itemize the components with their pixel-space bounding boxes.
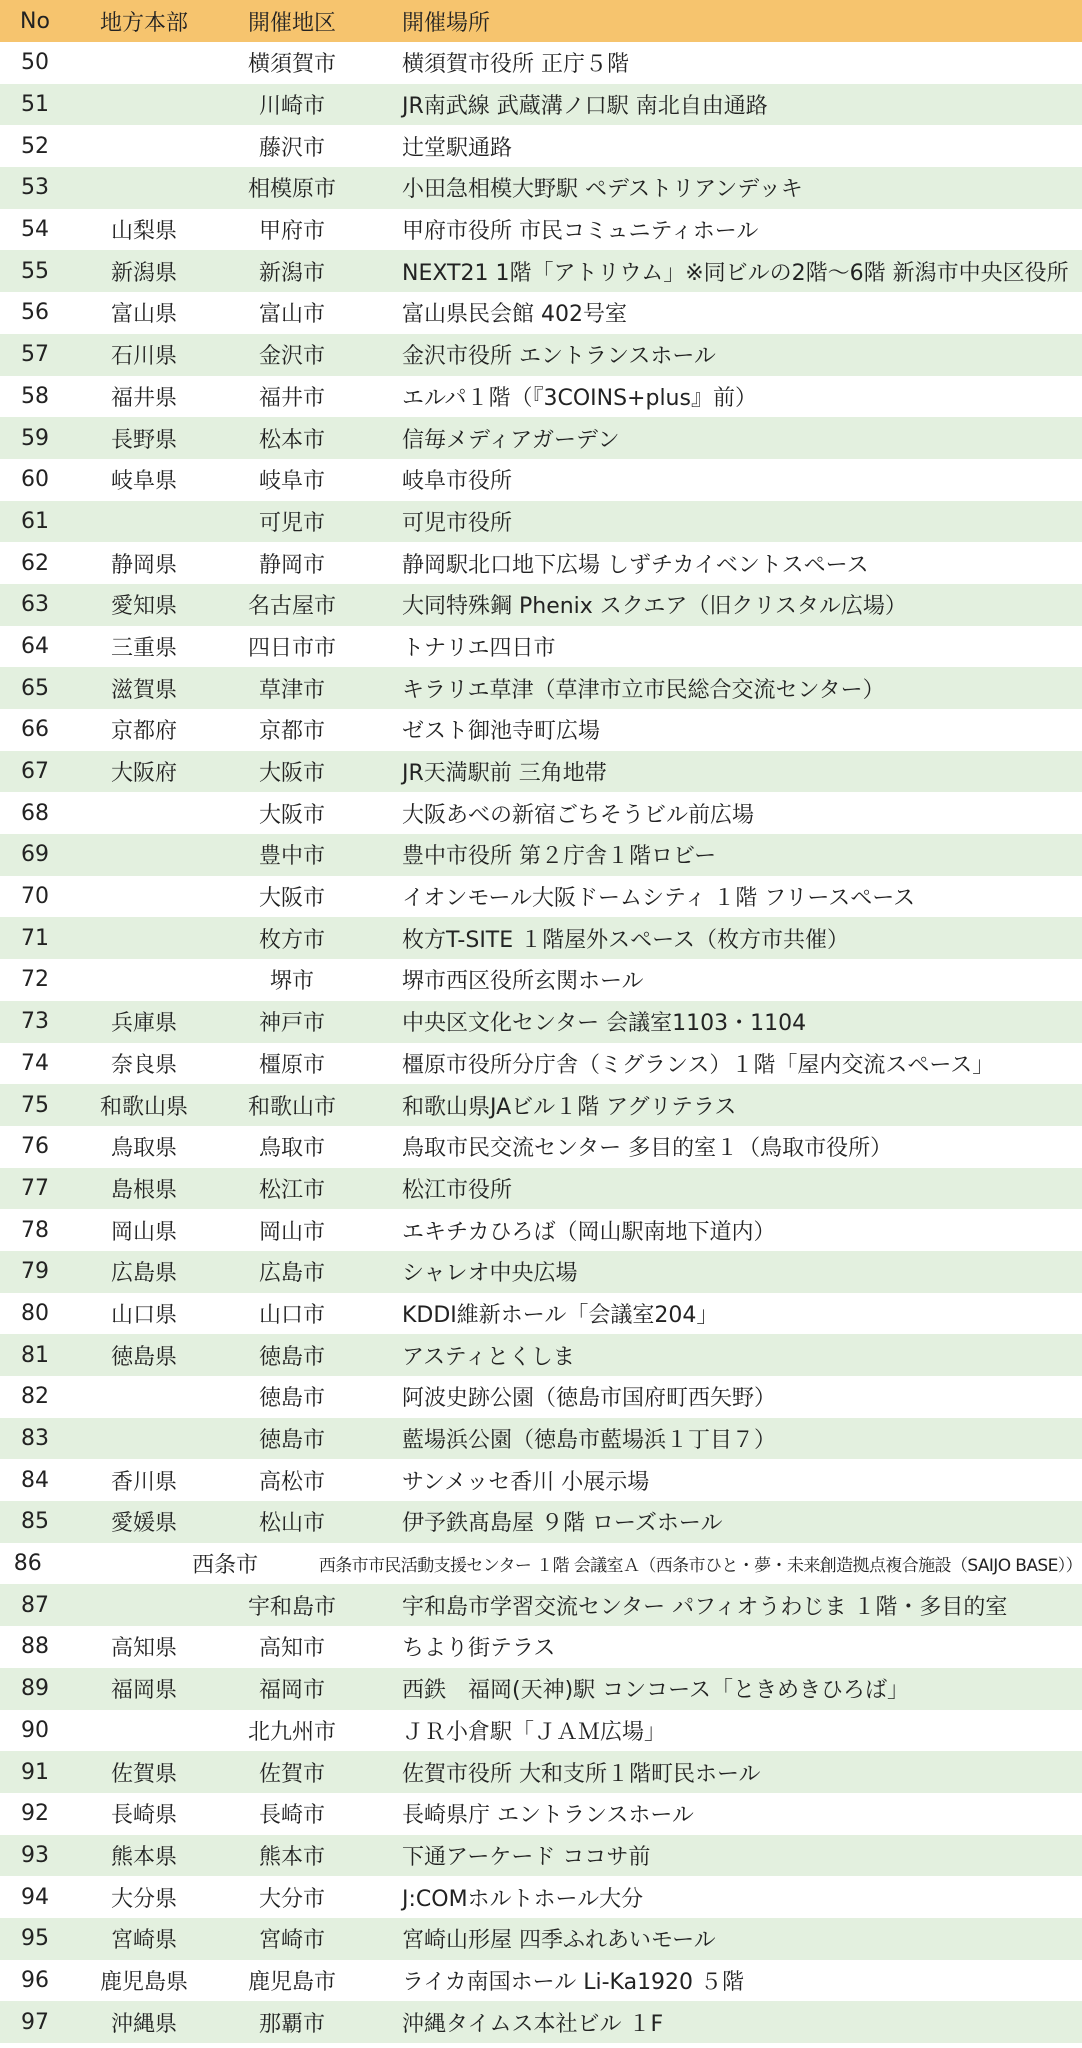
row-city: 川崎市 bbox=[258, 94, 325, 120]
row-venue: NEXT21 1階「アトリウム」※同ビルの2階～6階 新潟市中央区役所 bbox=[402, 260, 1069, 286]
row-venue: ＪＲ小倉駅「ＪＡＭ広場」 bbox=[402, 1719, 667, 1745]
table-row bbox=[0, 1209, 1082, 1251]
row-no: 68 bbox=[21, 800, 49, 826]
row-region: 大分県 bbox=[110, 1886, 177, 1912]
row-region: 高知県 bbox=[110, 1636, 177, 1662]
row-city: 橿原市 bbox=[258, 1052, 325, 1078]
table-row bbox=[0, 42, 1082, 84]
row-city: 岡山市 bbox=[258, 1219, 325, 1245]
row-city: 福井市 bbox=[258, 385, 325, 411]
table-row bbox=[0, 1501, 1082, 1543]
row-no: 71 bbox=[21, 925, 49, 951]
row-no: 51 bbox=[21, 92, 49, 118]
row-no: 63 bbox=[21, 592, 49, 618]
table-row bbox=[0, 417, 1082, 459]
row-no: 73 bbox=[21, 1009, 49, 1035]
row-region: 石川県 bbox=[110, 344, 177, 370]
row-venue: 藍場浜公園（徳島市藍場浜１丁目７） bbox=[402, 1428, 777, 1454]
row-no: 57 bbox=[21, 342, 49, 368]
row-venue: ライカ南国ホール Li-Ka1920 ５階 bbox=[402, 1969, 745, 1995]
table-row bbox=[0, 1793, 1082, 1835]
row-city: 宇和島市 bbox=[247, 1594, 336, 1620]
row-city: 大分市 bbox=[258, 1886, 325, 1912]
row-region: 香川県 bbox=[110, 1469, 177, 1495]
table-row bbox=[0, 1751, 1082, 1793]
row-no: 72 bbox=[21, 967, 49, 993]
row-venue: ゼスト御池寺町広場 bbox=[402, 719, 601, 745]
row-no: 92 bbox=[21, 1801, 49, 1827]
table-row bbox=[0, 709, 1082, 751]
row-city: 和歌山市 bbox=[247, 1094, 336, 1120]
row-no: 52 bbox=[21, 133, 49, 159]
row-city: 徳島市 bbox=[258, 1428, 325, 1454]
table-row bbox=[0, 1293, 1082, 1335]
row-venue: 佐賀市役所 大和支所１階町民ホール bbox=[402, 1761, 761, 1787]
row-region: 三重県 bbox=[110, 635, 177, 661]
row-city: 松山市 bbox=[258, 1511, 325, 1537]
row-venue: 枚方T-SITE １階屋外スペース（枚方市共催） bbox=[402, 927, 850, 953]
row-city: 徳島市 bbox=[258, 1386, 325, 1412]
table-row bbox=[0, 1626, 1082, 1668]
table-row bbox=[0, 1043, 1082, 1085]
row-no: 86 bbox=[13, 1551, 42, 1577]
row-venue: 岐阜市役所 bbox=[402, 469, 513, 495]
row-no: 89 bbox=[21, 1676, 49, 1702]
table-row bbox=[0, 1710, 1082, 1752]
table-row bbox=[0, 1584, 1082, 1626]
row-venue: 宇和島市学習交流センター パフィオうわじま １階・多目的室 bbox=[402, 1594, 1008, 1620]
row-region: 佐賀県 bbox=[110, 1761, 177, 1787]
row-city: 金沢市 bbox=[258, 344, 325, 370]
row-no: 55 bbox=[21, 258, 49, 284]
row-no: 66 bbox=[21, 717, 49, 743]
row-city: 可児市 bbox=[258, 510, 325, 536]
row-region: 熊本県 bbox=[110, 1844, 177, 1870]
table-row bbox=[0, 334, 1082, 376]
row-venue: エルパ１階（『3COINS+plus』前） bbox=[402, 385, 757, 411]
table-row bbox=[0, 834, 1082, 876]
row-no: 91 bbox=[21, 1759, 49, 1785]
row-venue: アスティとくしま bbox=[402, 1344, 575, 1370]
row-no: 83 bbox=[21, 1426, 49, 1452]
row-no: 97 bbox=[21, 2009, 49, 2035]
row-venue: 沖縄タイムス本社ビル １F bbox=[402, 2011, 664, 2037]
row-venue: 辻堂駅通路 bbox=[402, 135, 513, 161]
table-header bbox=[0, 0, 1082, 42]
row-venue: 信毎メディアガーデン bbox=[402, 427, 620, 453]
row-no: 58 bbox=[21, 383, 49, 409]
header-no: No bbox=[20, 8, 50, 34]
table-row bbox=[0, 125, 1082, 167]
table-row bbox=[0, 1960, 1082, 2002]
row-no: 75 bbox=[21, 1092, 49, 1118]
row-venue: 下通アーケード ココサ前 bbox=[402, 1844, 651, 1870]
row-region: 愛知県 bbox=[110, 594, 177, 620]
row-region: 大阪府 bbox=[110, 761, 177, 787]
table-row bbox=[0, 1459, 1082, 1501]
table-row bbox=[0, 751, 1082, 793]
row-city: 横須賀市 bbox=[247, 52, 336, 78]
row-region: 静岡県 bbox=[110, 552, 177, 578]
row-venue: 宮崎山形屋 四季ふれあいモール bbox=[402, 1928, 716, 1954]
row-no: 77 bbox=[21, 1175, 49, 1201]
row-city: 熊本市 bbox=[258, 1844, 325, 1870]
row-city: 堺市 bbox=[269, 969, 314, 995]
row-venue: キラリエ草津（草津市立市民総合交流センター） bbox=[402, 677, 885, 703]
row-city: 西条市 bbox=[192, 1553, 259, 1579]
row-city: 藤沢市 bbox=[258, 135, 325, 161]
row-venue: 和歌山県JAビル１階 アグリテラス bbox=[402, 1094, 737, 1120]
row-no: 64 bbox=[21, 633, 49, 659]
row-region: 島根県 bbox=[110, 1177, 177, 1203]
row-region: 沖縄県 bbox=[110, 2011, 177, 2037]
table-row bbox=[0, 84, 1082, 126]
row-city: 広島市 bbox=[258, 1261, 325, 1287]
row-city: 相模原市 bbox=[247, 177, 336, 203]
row-city: 新潟市 bbox=[258, 260, 325, 286]
table-row bbox=[0, 1334, 1082, 1376]
row-venue: 鳥取市民交流センター 多目的室１（鳥取市役所） bbox=[402, 1136, 893, 1162]
row-no: 90 bbox=[21, 1717, 49, 1743]
row-region: 宮崎県 bbox=[110, 1928, 177, 1954]
row-no: 67 bbox=[21, 759, 49, 785]
row-city: 北九州市 bbox=[247, 1719, 336, 1745]
row-region: 鹿児島県 bbox=[99, 1969, 188, 1995]
row-venue: 西鉄 福岡(天神)駅 コンコース「ときめきひろば」 bbox=[402, 1678, 910, 1704]
row-no: 69 bbox=[21, 842, 49, 868]
row-city: 宮崎市 bbox=[258, 1928, 325, 1954]
row-region: 徳島県 bbox=[110, 1344, 177, 1370]
row-no: 79 bbox=[21, 1259, 49, 1285]
row-region: 富山県 bbox=[110, 302, 177, 328]
row-city: 鳥取市 bbox=[258, 1136, 325, 1162]
row-city: 松江市 bbox=[258, 1177, 325, 1203]
row-no: 61 bbox=[21, 508, 49, 534]
row-venue: J:COMホルトホール大分 bbox=[402, 1886, 644, 1912]
row-no: 81 bbox=[21, 1342, 49, 1368]
header-region: 地方本部 bbox=[99, 10, 188, 36]
row-venue: サンメッセ香川 小展示場 bbox=[402, 1469, 650, 1495]
table-row bbox=[0, 459, 1082, 501]
row-venue: 大同特殊鋼 Phenix スクエア（旧クリスタル広場） bbox=[402, 594, 907, 620]
row-venue: 橿原市役所分庁舎（ミグランス）１階「屋内交流スペース」 bbox=[402, 1052, 995, 1078]
row-city: 岐阜市 bbox=[258, 469, 325, 495]
table-row bbox=[0, 1668, 1082, 1710]
row-city: 徳島市 bbox=[258, 1344, 325, 1370]
row-city: 福岡市 bbox=[258, 1678, 325, 1704]
row-region: 京都府 bbox=[110, 719, 177, 745]
table-row bbox=[0, 876, 1082, 918]
row-region: 愛媛県 bbox=[110, 1511, 177, 1537]
row-venue: 大阪あべの新宿ごちそうビル前広場 bbox=[402, 802, 755, 828]
row-city: 長崎市 bbox=[258, 1803, 325, 1829]
row-venue: トナリエ四日市 bbox=[402, 635, 556, 661]
table-row bbox=[0, 501, 1082, 543]
table-row bbox=[0, 792, 1082, 834]
row-city: 名古屋市 bbox=[247, 594, 336, 620]
row-region: 鳥取県 bbox=[110, 1136, 177, 1162]
row-city: 那覇市 bbox=[258, 2011, 325, 2037]
table-row bbox=[0, 626, 1082, 668]
row-region: 岐阜県 bbox=[110, 469, 177, 495]
row-no: 65 bbox=[21, 675, 49, 701]
row-venue: 松江市役所 bbox=[402, 1177, 513, 1203]
row-no: 87 bbox=[21, 1592, 49, 1618]
table-row bbox=[0, 1543, 1082, 1585]
row-city: 高知市 bbox=[258, 1636, 325, 1662]
row-venue: KDDI維新ホール「会議室204」 bbox=[402, 1302, 719, 1328]
row-no: 53 bbox=[21, 175, 49, 201]
table-row bbox=[0, 1126, 1082, 1168]
row-city: 草津市 bbox=[258, 677, 325, 703]
row-venue: 小田急相模大野駅 ペデストリアンデッキ bbox=[402, 177, 803, 203]
table-row bbox=[0, 167, 1082, 209]
row-city: 京都市 bbox=[258, 719, 325, 745]
row-venue: 金沢市役所 エントランスホール bbox=[402, 344, 716, 370]
row-no: 95 bbox=[21, 1926, 49, 1952]
row-venue: 静岡駅北口地下広場 しずチカイベントスペース bbox=[402, 552, 869, 578]
row-no: 82 bbox=[21, 1384, 49, 1410]
row-venue: 甲府市役所 市民コミュニティホール bbox=[402, 219, 759, 245]
table-row bbox=[0, 584, 1082, 626]
row-venue: イオンモール大阪ドームシティ １階 フリースペース bbox=[402, 886, 916, 912]
row-venue: 横須賀市役所 正庁５階 bbox=[402, 52, 629, 78]
row-city: 高松市 bbox=[258, 1469, 325, 1495]
table-row bbox=[0, 2001, 1082, 2043]
row-region: 長野県 bbox=[110, 427, 177, 453]
table-row bbox=[0, 1918, 1082, 1960]
row-region: 新潟県 bbox=[110, 260, 177, 286]
row-no: 70 bbox=[21, 884, 49, 910]
row-no: 78 bbox=[21, 1217, 49, 1243]
row-city: 神戸市 bbox=[258, 1011, 325, 1037]
row-venue: JR天満駅前 三角地帯 bbox=[402, 761, 607, 787]
table-row bbox=[0, 917, 1082, 959]
row-region: 岡山県 bbox=[110, 1219, 177, 1245]
table-row bbox=[0, 209, 1082, 251]
row-no: 88 bbox=[21, 1634, 49, 1660]
row-region: 広島県 bbox=[110, 1261, 177, 1287]
row-venue: 伊予鉄髙島屋 ９階 ローズホール bbox=[402, 1511, 723, 1537]
row-no: 84 bbox=[21, 1467, 49, 1493]
row-no: 94 bbox=[21, 1884, 49, 1910]
row-city: 大阪市 bbox=[258, 886, 325, 912]
table-row bbox=[0, 1418, 1082, 1460]
table-row bbox=[0, 667, 1082, 709]
row-city: 静岡市 bbox=[258, 552, 325, 578]
table-row bbox=[0, 1376, 1082, 1418]
row-no: 62 bbox=[21, 550, 49, 576]
table-body bbox=[0, 42, 1082, 2043]
row-region: 奈良県 bbox=[110, 1052, 177, 1078]
row-venue: 西条市市民活動支援センター １階 会議室Ａ（西条市ひと・夢・未来創造拠点複合施設（SAIJO BASE）） bbox=[318, 1556, 1082, 1577]
row-city: 大阪市 bbox=[258, 802, 325, 828]
row-region: 長崎県 bbox=[110, 1803, 177, 1829]
table-row bbox=[0, 292, 1082, 334]
table-row bbox=[0, 1168, 1082, 1210]
row-venue: 堺市西区役所玄関ホール bbox=[402, 969, 644, 995]
row-venue: ちより街テラス bbox=[402, 1636, 556, 1662]
row-no: 80 bbox=[21, 1300, 49, 1326]
row-city: 佐賀市 bbox=[258, 1761, 325, 1787]
row-no: 59 bbox=[21, 425, 49, 451]
row-no: 74 bbox=[21, 1050, 49, 1076]
row-venue: 可児市役所 bbox=[402, 510, 513, 536]
row-region: 山口県 bbox=[110, 1302, 177, 1328]
table-row bbox=[0, 1251, 1082, 1293]
row-no: 56 bbox=[21, 300, 49, 326]
header-venue: 開催場所 bbox=[402, 10, 491, 36]
row-venue: 富山県民会館 402号室 bbox=[402, 302, 627, 328]
row-no: 76 bbox=[21, 1134, 49, 1160]
table-row bbox=[0, 1084, 1082, 1126]
row-city: 鹿児島市 bbox=[247, 1969, 336, 1995]
header-city: 開催地区 bbox=[247, 10, 336, 36]
row-city: 甲府市 bbox=[258, 219, 325, 245]
row-venue: JR南武線 武蔵溝ノ口駅 南北自由通路 bbox=[402, 94, 768, 120]
table-row bbox=[0, 1876, 1082, 1918]
row-city: 四日市市 bbox=[247, 635, 336, 661]
row-venue: シャレオ中央広場 bbox=[402, 1261, 578, 1287]
row-region: 福岡県 bbox=[110, 1678, 177, 1704]
row-no: 96 bbox=[21, 1967, 49, 1993]
row-city: 豊中市 bbox=[258, 844, 325, 870]
row-no: 54 bbox=[21, 217, 49, 243]
row-no: 60 bbox=[21, 467, 49, 493]
row-no: 93 bbox=[21, 1842, 49, 1868]
table-row bbox=[0, 376, 1082, 418]
table-row bbox=[0, 959, 1082, 1001]
row-no: 50 bbox=[21, 50, 49, 76]
row-city: 山口市 bbox=[258, 1302, 325, 1328]
row-venue: エキチカひろば（岡山駅南地下道内） bbox=[402, 1219, 776, 1245]
row-region: 和歌山県 bbox=[99, 1094, 188, 1120]
table-row bbox=[0, 1835, 1082, 1877]
row-no: 85 bbox=[21, 1509, 49, 1535]
row-region: 兵庫県 bbox=[110, 1011, 177, 1037]
row-city: 富山市 bbox=[258, 302, 325, 328]
row-city: 大阪市 bbox=[258, 761, 325, 787]
row-region: 山梨県 bbox=[110, 219, 177, 245]
row-region: 福井県 bbox=[110, 385, 177, 411]
table-row bbox=[0, 1001, 1082, 1043]
row-city: 松本市 bbox=[258, 427, 325, 453]
row-venue: 中央区文化センター 会議室1103・1104 bbox=[402, 1011, 807, 1037]
row-venue: 阿波史跡公園（徳島市国府町西矢野） bbox=[402, 1386, 777, 1412]
table-row bbox=[0, 250, 1082, 292]
row-venue: 長崎県庁 エントランスホール bbox=[402, 1803, 694, 1829]
row-city: 枚方市 bbox=[258, 927, 325, 953]
row-venue: 豊中市役所 第２庁舎１階ロビー bbox=[402, 844, 717, 870]
table-row bbox=[0, 542, 1082, 584]
row-region: 滋賀県 bbox=[110, 677, 177, 703]
